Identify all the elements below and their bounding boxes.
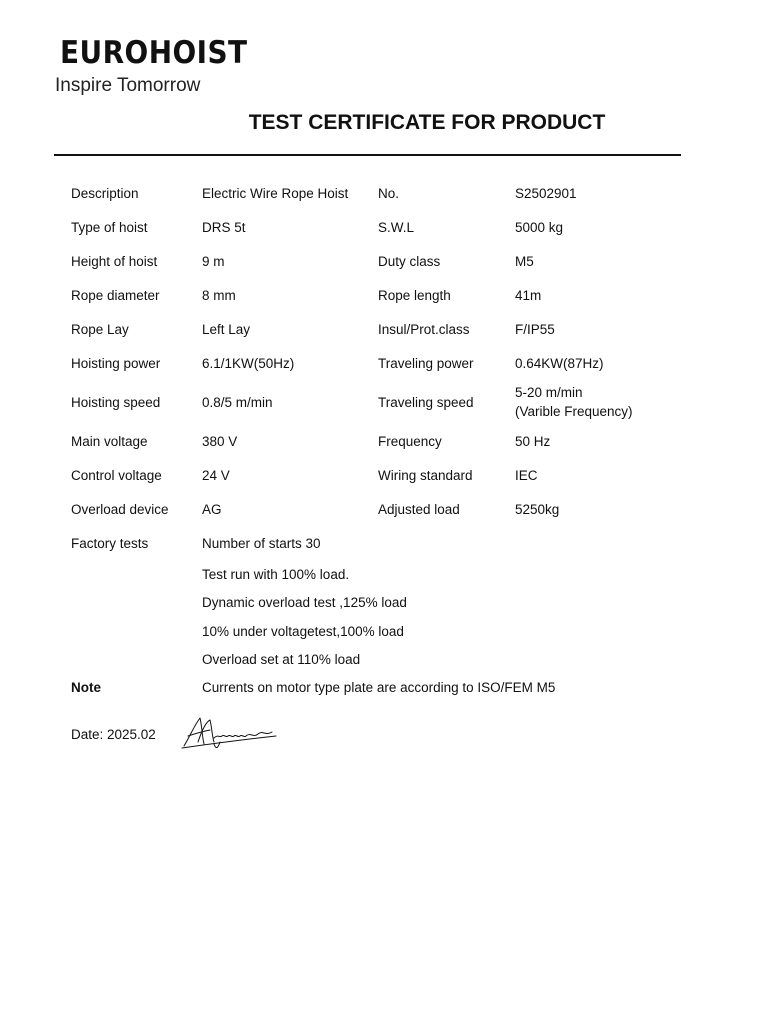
note-label: Note [71, 680, 101, 695]
spec-value: DRS 5t [202, 220, 246, 235]
spec-label: Hoisting speed [71, 395, 161, 410]
signature [180, 712, 280, 752]
brand-tagline: Inspire Tomorrow [55, 75, 201, 96]
factory-test-item: Test run with 100% load. [202, 567, 350, 582]
spec-value: Electric Wire Rope Hoist [202, 186, 349, 201]
spec-label: Main voltage [71, 434, 148, 449]
spec-value: 5000 kg [515, 220, 564, 235]
factory-test-item: Dynamic overload test ,125% load [202, 595, 407, 610]
spec-value-note: (Varible Frequency) [515, 404, 633, 419]
spec-value: M5 [515, 254, 534, 269]
spec-value: S2502901 [515, 186, 577, 201]
spec-label: Rope diameter [71, 288, 160, 303]
spec-label: No. [378, 186, 400, 201]
factory-test-item: Overload set at 110% load [202, 652, 361, 667]
factory-test-item: 10% under voltagetest,100% load [202, 624, 404, 639]
spec-value: 50 Hz [515, 434, 551, 449]
spec-value: 380 V [202, 434, 238, 449]
document-title: TEST CERTIFICATE FOR PRODUCT [248, 111, 606, 134]
spec-label: Traveling power [378, 356, 474, 371]
brand-logo [60, 34, 268, 72]
spec-value: 8 mm [202, 288, 236, 303]
note-text: Currents on motor type plate are according to ISO/FEM M5 [202, 680, 556, 695]
spec-value: AG [202, 502, 222, 517]
spec-label: Wiring standard [378, 468, 473, 483]
spec-label: Adjusted load [378, 502, 460, 517]
brand-name: EUROHOIST [60, 35, 248, 71]
spec-label: Frequency [378, 434, 442, 449]
spec-label: Rope length [378, 288, 451, 303]
spec-value: IEC [515, 468, 538, 483]
spec-value: 0.64KW(87Hz) [515, 356, 604, 371]
spec-value: 5-20 m/min [515, 385, 583, 400]
factory-tests-label: Factory tests [71, 536, 149, 551]
spec-value: F/IP55 [515, 322, 555, 337]
spec-label: Type of hoist [71, 220, 148, 235]
spec-value: 6.1/1KW(50Hz) [202, 356, 295, 371]
spec-label: Overload device [71, 502, 169, 517]
spec-label: Traveling speed [378, 395, 474, 410]
spec-label: Height of hoist [71, 254, 158, 269]
spec-value: 24 V [202, 468, 230, 483]
factory-test-item: Number of starts 30 [202, 536, 321, 551]
spec-label: Hoisting power [71, 356, 161, 371]
spec-label: Rope Lay [71, 322, 129, 337]
spec-label: Duty class [378, 254, 441, 269]
spec-value: 0.8/5 m/min [202, 395, 273, 410]
spec-label: S.W.L [378, 220, 415, 235]
issue-date: Date: 2025.02 [71, 727, 156, 742]
spec-value: 9 m [202, 254, 225, 269]
spec-value: 41m [515, 288, 542, 303]
spec-label: Control voltage [71, 468, 162, 483]
spec-value: 5250kg [515, 502, 560, 517]
spec-label: Insul/Prot.class [378, 322, 470, 337]
title-divider [54, 154, 681, 156]
spec-value: Left Lay [202, 322, 251, 337]
spec-label: Description [71, 186, 139, 201]
